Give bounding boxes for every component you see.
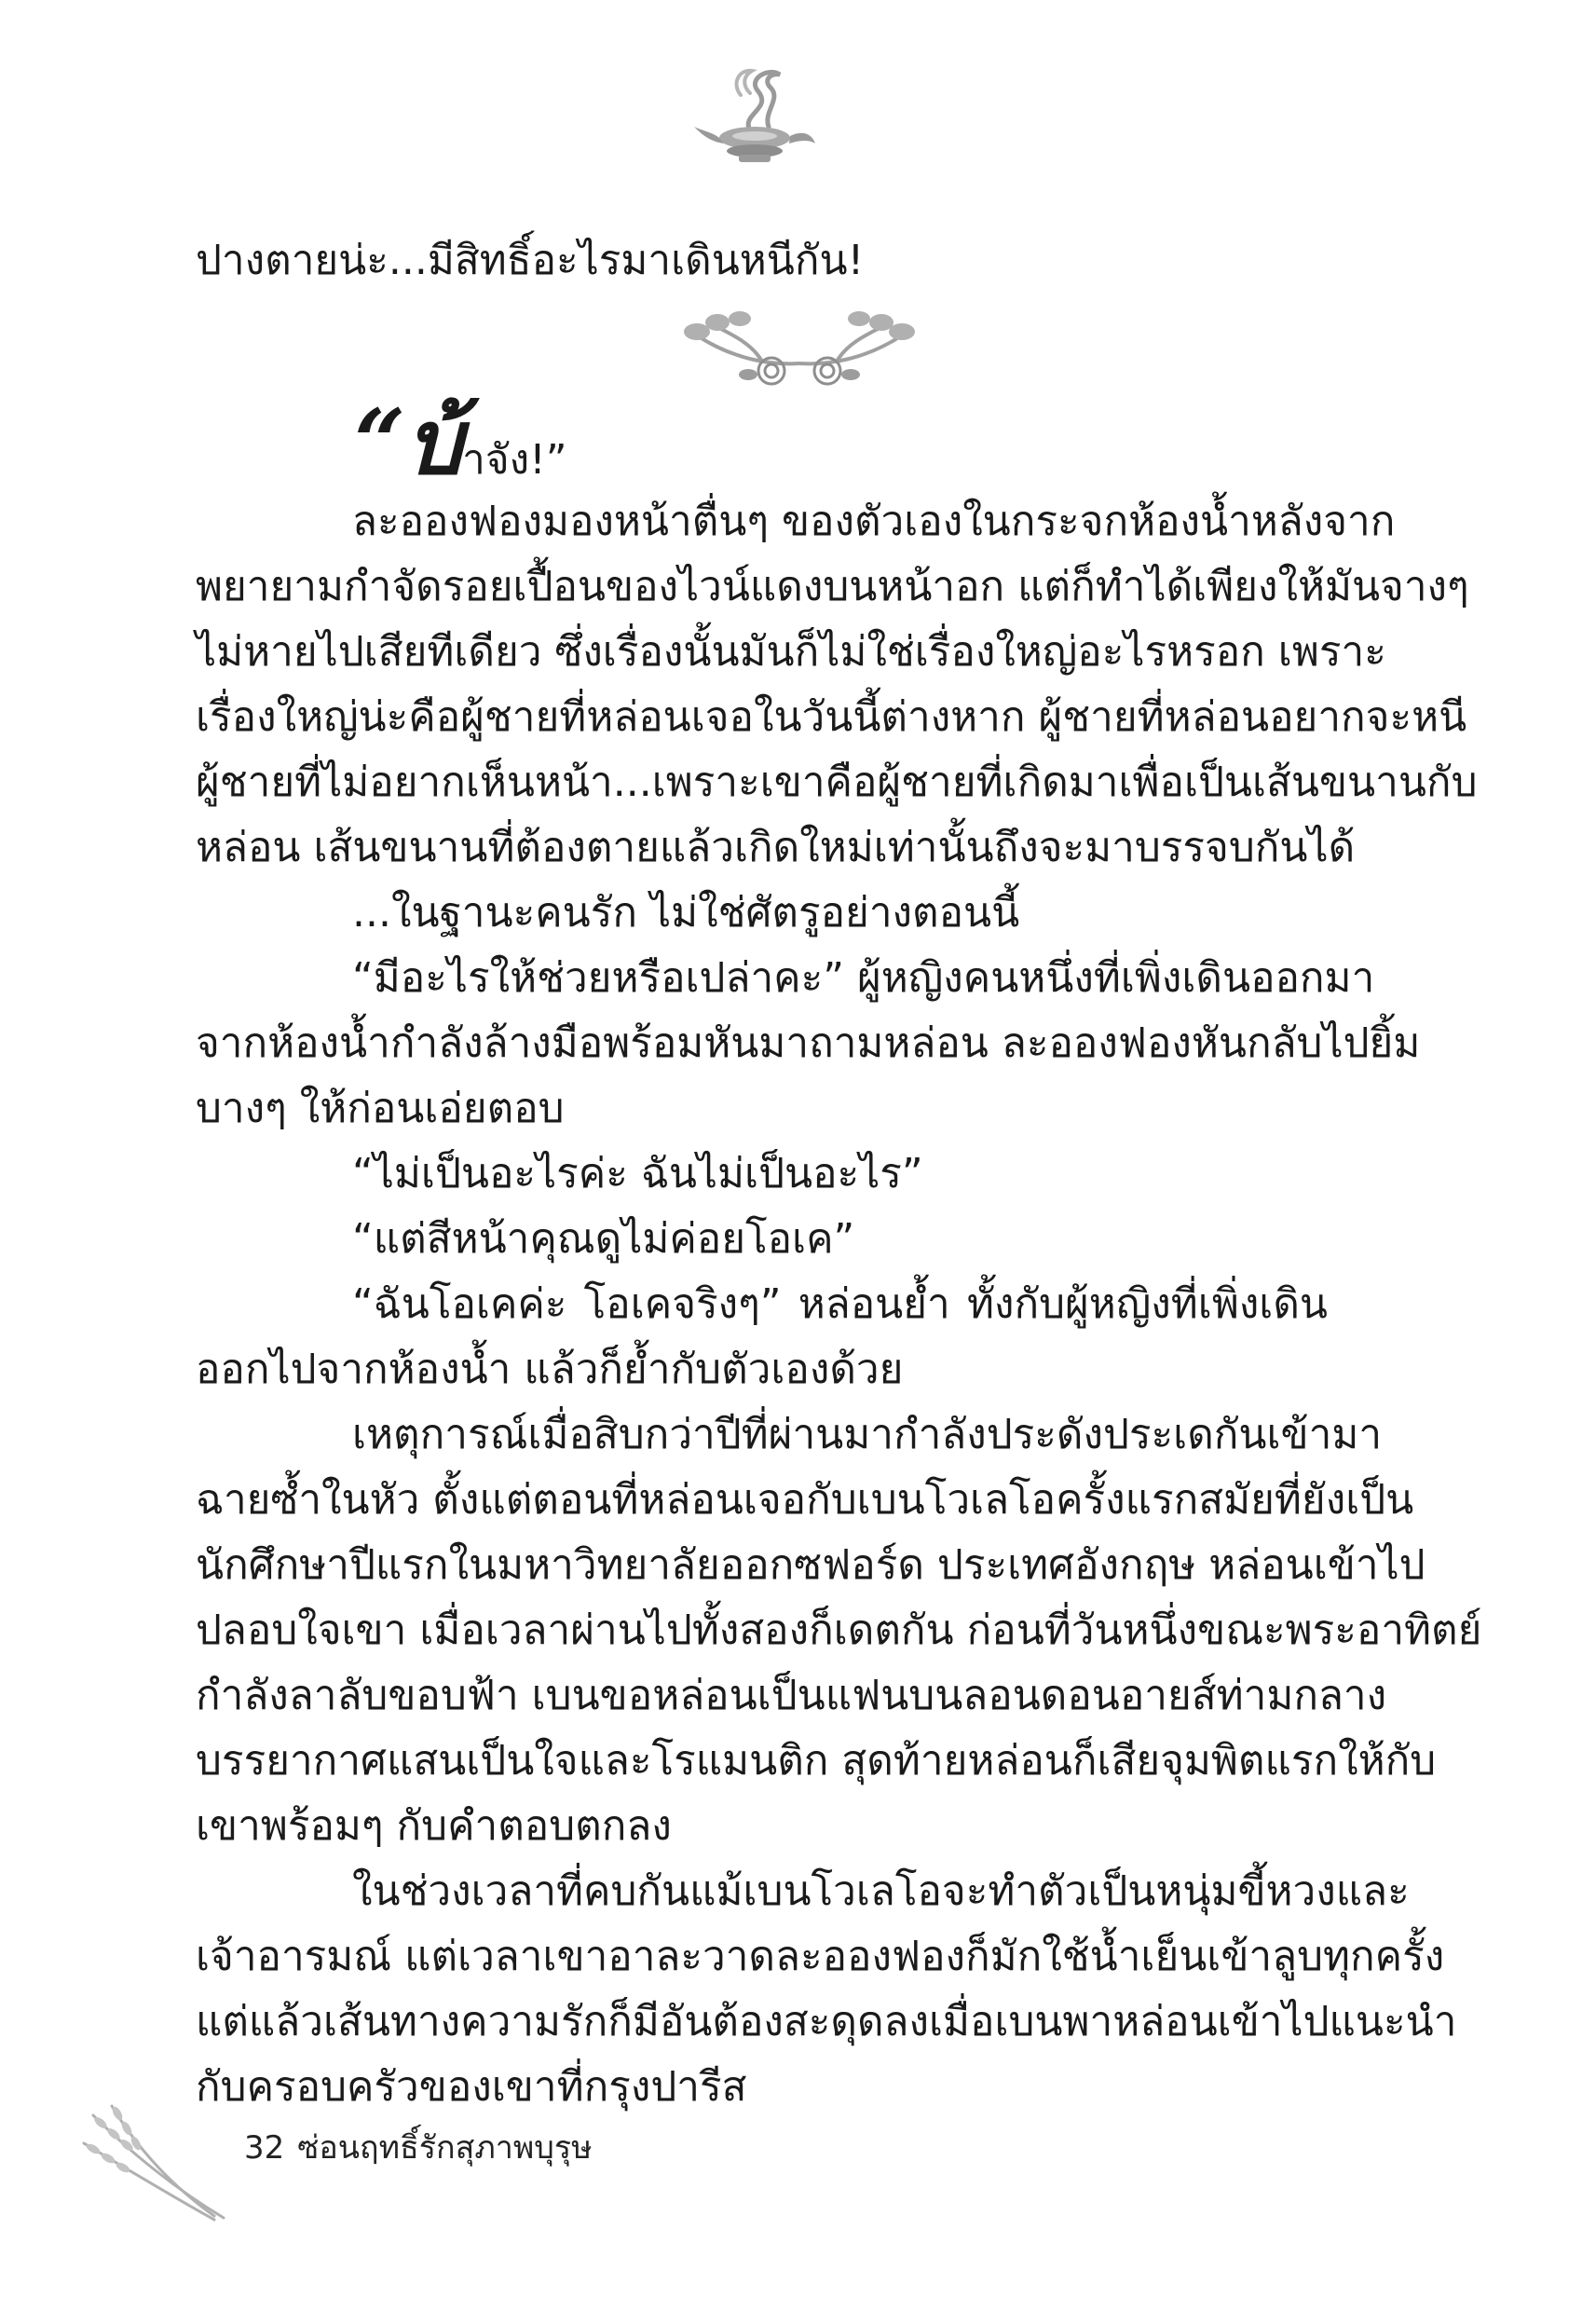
body-line: เรื่องใหญ่น่ะคือผู้ชายที่หล่อนเจอในวันนี้ต่างหาก ผู้ชายที่หล่อนอยากจะหนี	[196, 693, 1467, 741]
body-line: “ฉันโอเคค่ะ โอเคจริงๆ” หล่อนย้ำ ทั้งกับผู้หญิงที่เพิ่งเดิน	[352, 1280, 1328, 1328]
body-line: “แต่สีหน้าคุณดูไม่ค่อยโอเค”	[352, 1215, 855, 1263]
body-line: ละอองฟองมองหน้าตื่นๆ ของตัวเองในกระจกห้องน้ำหลังจาก	[352, 498, 1396, 545]
body-line: ไม่หายไปเสียทีเดียว ซึ่งเรื่องนั้นมันก็ไม่ใช่เรื่องใหญ่อะไรหรอก เพราะ	[196, 628, 1386, 676]
heading-dropcap: “บ้	[354, 390, 463, 495]
dropcap-heading	[354, 391, 567, 494]
body-line: ผู้ชายที่ไม่อยากเห็นหน้า...เพราะเขาคือผู้ชายที่เกิดมาเพื่อเป็นเส้นขนานกับ	[196, 759, 1478, 806]
genie-lamp-icon	[685, 58, 825, 170]
body-line: “มีอะไรให้ช่วยหรือเปล่าคะ” ผู้หญิงคนหนึ่งที่เพิ่งเดินออกมา	[352, 954, 1375, 1002]
body-line: กำลังลาลับขอบฟ้า เบนขอหล่อนเป็นแฟนบนลอนดอนอายส์ท่ามกลาง	[196, 1672, 1387, 1719]
page-footer	[244, 2126, 593, 2169]
body-line: ออกไปจากห้องน้ำ แล้วก็ย้ำกับตัวเองด้วย	[196, 1346, 904, 1393]
body-line: นักศึกษาปีแรกในมหาวิทยาลัยออกซฟอร์ด ประเทศอังกฤษ หล่อนเข้าไป	[196, 1541, 1425, 1589]
body-line: “ไม่เป็นอะไรค่ะ ฉันไม่เป็นอะไร”	[352, 1150, 923, 1197]
body-line: กับครอบครัวของเขาที่กรุงปารีส	[196, 2063, 747, 2111]
body-line: แต่แล้วเส้นทางความรักก็มีอันต้องสะดุดลงเมื่อเบนพาหล่อนเข้าไปแนะนำ	[196, 1998, 1457, 2045]
floral-divider-icon	[660, 298, 939, 391]
body-line: ฉายซ้ำในหัว ตั้งแต่ตอนที่หล่อนเจอกับเบนโวเลโอครั้งแรกสมัยที่ยังเป็น	[196, 1476, 1414, 1524]
lavender-sprig-icon	[75, 2097, 242, 2227]
body-line: เจ้าอารมณ์ แต่เวลาเขาอาละวาดละอองฟองก็มักใช้น้ำเย็นเข้าลูบทุกครั้ง	[196, 1933, 1445, 1980]
body-line: เหตุการณ์เมื่อสิบกว่าปีที่ผ่านมากำลังประดังประเดกันเข้ามา	[352, 1411, 1383, 1458]
body-line: จากห้องน้ำกำลังล้างมือพร้อมหันมาถามหล่อน ละอองฟองหันกลับไปยิ้ม	[196, 1019, 1421, 1067]
book-title: ซ่อนฤทธิ์รักสุภาพบุรุษ	[297, 2129, 593, 2167]
body-line: พยายามกำจัดรอยเปื้อนของไวน์แดงบนหน้าอก แต่ก็ทำได้เพียงให้มันจางๆ	[196, 563, 1469, 610]
page-number: 32	[244, 2129, 285, 2167]
heading-rest: าจัง!”	[462, 436, 567, 484]
intro-line: ปางตายน่ะ...มีสิทธิ์อะไรมาเดินหนีกัน!	[196, 237, 865, 284]
body-line: บางๆ ให้ก่อนเอ่ยตอบ	[196, 1085, 565, 1132]
body-line: หล่อน เส้นขนานที่ต้องตายแล้วเกิดใหม่เท่านั้นถึงจะมาบรรจบกันได้	[196, 824, 1356, 871]
body-line: บรรยากาศแสนเป็นใจและโรแมนติก สุดท้ายหล่อนก็เสียจุมพิตแรกให้กับ	[196, 1737, 1437, 1785]
body-line: ปลอบใจเขา เมื่อเวลาผ่านไปทั้งสองก็เดตกัน ก่อนที่วันหนึ่งขณะพระอาทิตย์	[196, 1607, 1482, 1654]
body-line: ...ในฐานะคนรัก ไม่ใช่ศัตรูอย่างตอนนี้	[352, 889, 1020, 937]
body-line: ในช่วงเวลาที่คบกันแม้เบนโวเลโอจะทำตัวเป็นหนุ่มขี้หวงและ	[352, 1867, 1410, 1915]
body-line: เขาพร้อมๆ กับคำตอบตกลง	[196, 1802, 672, 1850]
